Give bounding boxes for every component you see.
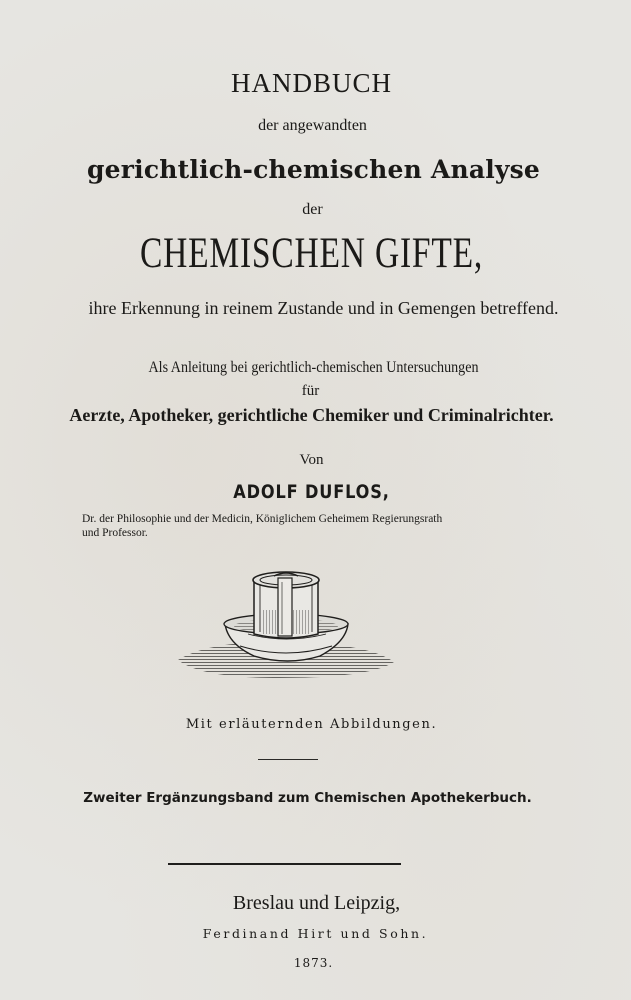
publication-place: Breslau und Leipzig, <box>232 892 401 914</box>
publisher-name: Ferdinand Hirt und Sohn. <box>202 926 429 941</box>
purpose-line: Als Anleitung bei gerichtlich-chemischen Untersuchungen <box>148 359 479 376</box>
series-note: Zweiter Ergänzungsband zum Chemischen Apothekerbuch. <box>83 790 532 806</box>
divider-long <box>168 863 401 865</box>
credentials-line-2: und Professor. <box>82 527 148 539</box>
purpose-connector: für <box>301 383 320 399</box>
author-credentials <box>82 512 442 540</box>
book-title: HANDBUCH <box>230 68 392 98</box>
title-connector-1: der angewandten <box>258 117 367 134</box>
divider-short <box>258 759 318 760</box>
publication-year: 1873. <box>293 956 334 970</box>
author-name: ADOLF DUFLOS, <box>233 481 390 503</box>
book-subtitle: gerichtlich-chemischen Analyse <box>86 155 541 184</box>
laboratory-vessel-icon <box>170 560 400 690</box>
title-description: ihre Erkennung in reinem Zustande und in Gemengen betreffend. <box>88 298 559 318</box>
credentials-line-1: Dr. der Philosophie und der Medicin, Königlichem Geheimem Regierungsrath <box>82 513 443 525</box>
audience-line: Aerzte, Apotheker, gerichtliche Chemiker und Criminalrichter. <box>69 405 554 425</box>
title-connector-2: der <box>302 201 323 218</box>
author-connector: Von <box>299 452 324 468</box>
illustrations-note: Mit erläuternden Abbildungen. <box>185 717 438 732</box>
main-title: CHEMISCHEN GIFTE, <box>139 230 484 277</box>
